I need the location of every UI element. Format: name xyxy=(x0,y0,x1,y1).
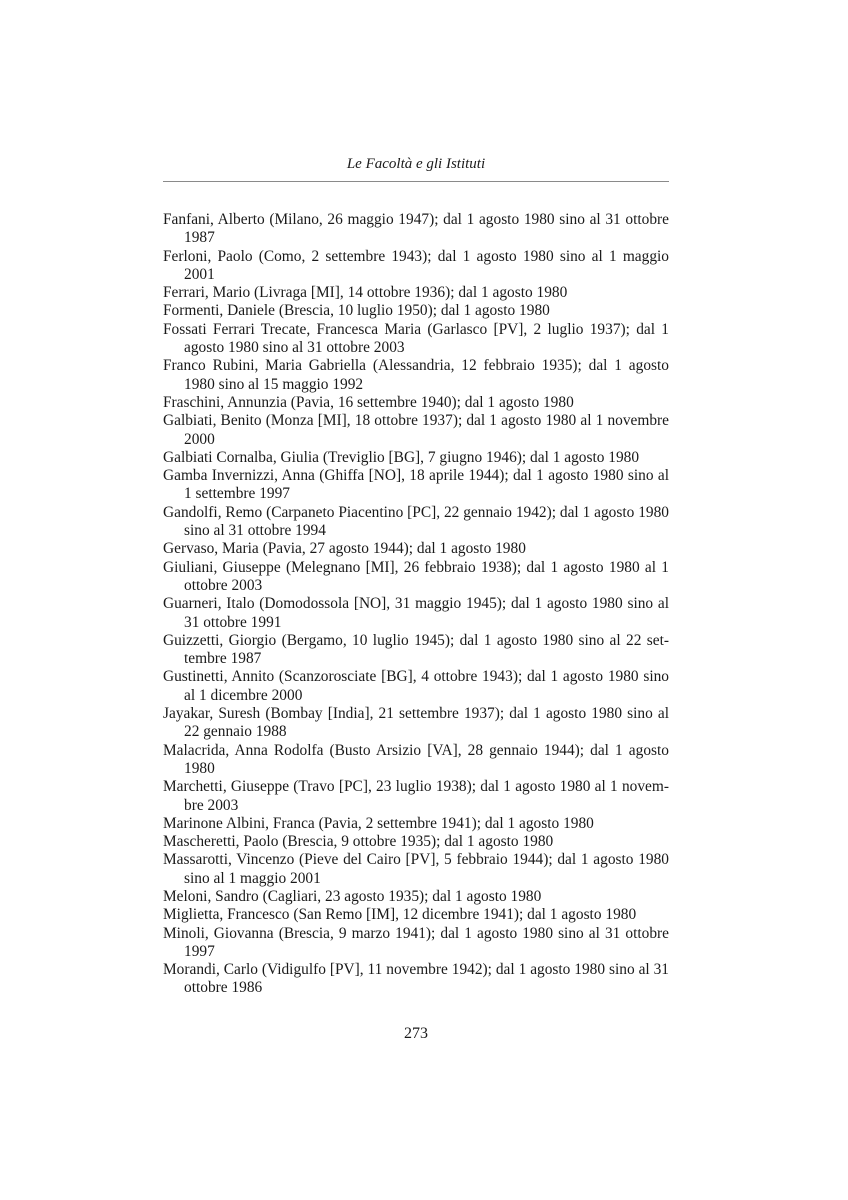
list-item: Guarneri, Italo (Domodossola [NO], 31 maggio 1945); dal 1 agosto 1980 sino al 31 ottobre 1991 xyxy=(163,595,669,631)
list-item: Massarotti, Vincenzo (Pieve del Cairo [PV], 5 febbraio 1944); dal 1 agosto 1980 sino al 1 maggio 2001 xyxy=(163,851,669,887)
running-head-title: Le Facoltà e gli Istituti xyxy=(346,156,486,172)
list-item: Formenti, Daniele (Brescia, 10 luglio 1950); dal 1 agosto 1980 xyxy=(163,302,550,320)
list-item: Ferrari, Mario (Livraga [MI], 14 ottobre 1936); dal 1 agosto 1980 xyxy=(163,284,568,302)
list-item: Giuliani, Giuseppe (Melegnano [MI], 26 febbraio 1938); dal 1 agosto 1980 al 1 ottobre 2003 xyxy=(163,558,669,594)
list-item: Minoli, Giovanna (Brescia, 9 marzo 1941); dal 1 agosto 1980 sino al 31 ottobre 1997 xyxy=(163,924,669,960)
list-item: Gustinetti, Annito (Scanzorosciate [BG], 4 ottobre 1943); dal 1 agosto 1980 sino al 1 dicembre 2000 xyxy=(163,668,669,704)
entry-list xyxy=(163,211,669,998)
list-item: Marchetti, Giuseppe (Travo [PC], 23 luglio 1938); dal 1 agosto 1980 al 1 novembre 2003 xyxy=(163,778,669,814)
list-item: Gandolfi, Remo (Carpaneto Piacentino [PC], 22 gennaio 1942); dal 1 agosto 1980 sino al 31 ottobre 1994 xyxy=(163,503,669,540)
list-item: Meloni, Sandro (Cagliari, 23 agosto 1935); dal 1 agosto 1980 xyxy=(163,887,542,905)
list-item: Malacrida, Anna Rodolfa (Busto Arsizio [VA], 28 gennaio 1944); dal 1 agosto 1980 xyxy=(163,741,669,777)
list-item: Marinone Albini, Franca (Pavia, 2 settembre 1941); dal 1 agosto 1980 xyxy=(163,814,594,832)
list-item: Morandi, Carlo (Vidigulfo [PV], 11 novembre 1942); dal 1 agosto 1980 sino al 31 ottobre 1986 xyxy=(163,961,669,997)
list-item: Miglietta, Francesco (San Remo [IM], 12 dicembre 1941); dal 1 agosto 1980 xyxy=(163,906,637,924)
list-item: Jayakar, Suresh (Bombay [India], 21 settembre 1937); dal 1 agosto 1980 sino al 22 gennaio 1988 xyxy=(163,705,669,741)
list-item: Franco Rubini, Maria Gabriella (Alessandria, 12 febbraio 1935); dal 1 agosto 1980 sino al 15 maggio 1992 xyxy=(163,357,669,393)
list-item: Fossati Ferrari Trecate, Francesca Maria (Garlasco [PV], 2 luglio 1937); dal 1 agosto 1980 sino al 31 ottobre 2003 xyxy=(163,320,669,357)
list-item: Guizzetti, Giorgio (Bergamo, 10 luglio 1945); dal 1 agosto 1980 sino al 22 settembre 1987 xyxy=(163,631,669,668)
list-item: Galbiati Cornalba, Giulia (Treviglio [BG], 7 giugno 1946); dal 1 agosto 1980 xyxy=(163,448,640,466)
list-item: Galbiati, Benito (Monza [MI], 18 ottobre 1937); dal 1 agosto 1980 al 1 novembre 2000 xyxy=(163,412,669,448)
list-item: Gamba Invernizzi, Anna (Ghiffa [NO], 18 aprile 1944); dal 1 agosto 1980 sino al 1 settembre 1997 xyxy=(163,467,669,503)
page-number: 273 xyxy=(404,1025,428,1042)
list-item: Fanfani, Alberto (Milano, 26 maggio 1947); dal 1 agosto 1980 sino al 31 ottobre 1987 xyxy=(163,211,669,247)
list-item: Gervaso, Maria (Pavia, 27 agosto 1944); dal 1 agosto 1980 xyxy=(163,540,526,558)
header-rule xyxy=(163,181,669,182)
list-item: Fraschini, Annunzia (Pavia, 16 settembre 1940); dal 1 agosto 1980 xyxy=(163,393,574,411)
list-item: Mascheretti, Paolo (Brescia, 9 ottobre 1935); dal 1 agosto 1980 xyxy=(163,833,554,851)
list-item: Ferloni, Paolo (Como, 2 settembre 1943); dal 1 agosto 1980 sino al 1 maggio 2001 xyxy=(163,247,669,283)
